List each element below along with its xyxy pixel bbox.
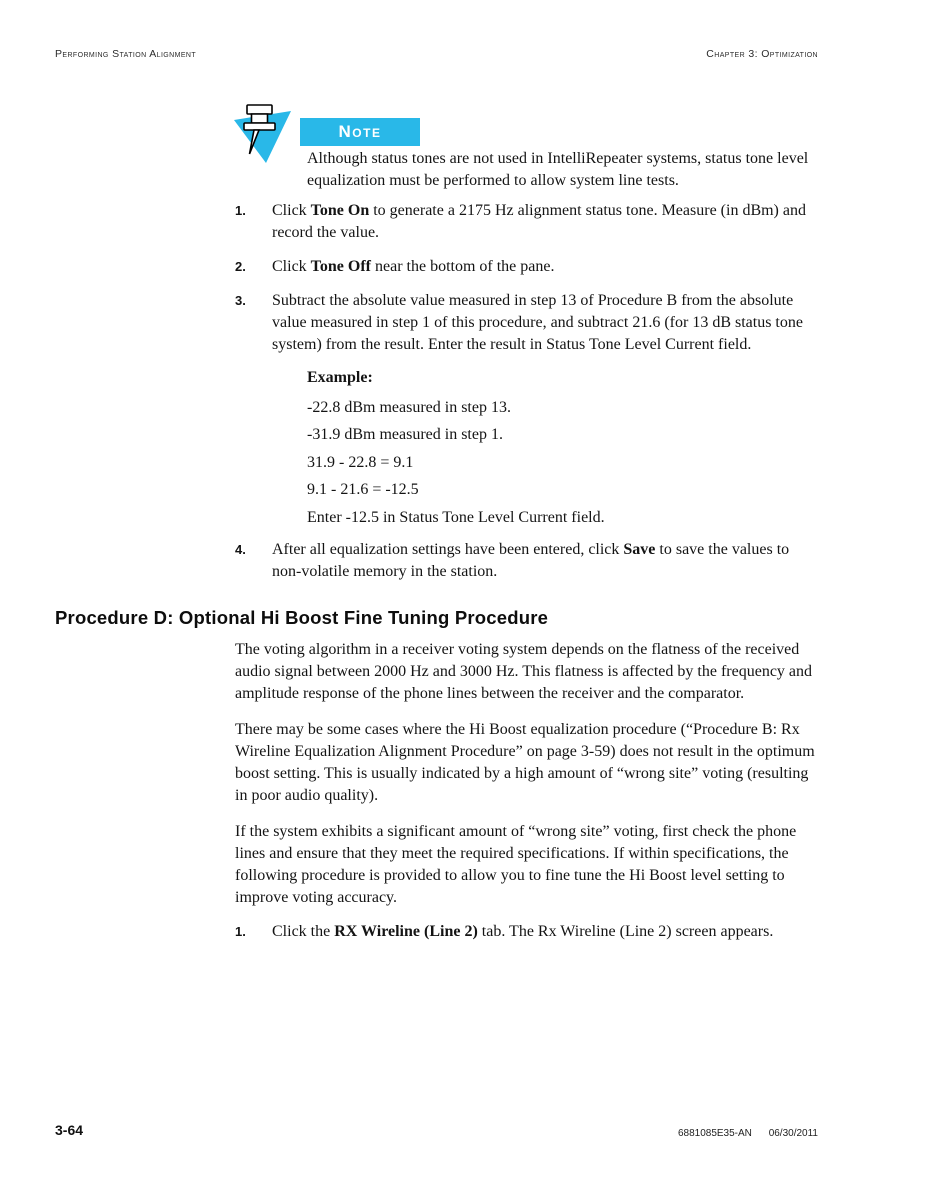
example-line: -22.8 dBm measured in step 13. [307,398,511,416]
note-banner-row [235,103,818,148]
step-text [272,539,818,583]
steps-list [235,200,818,583]
doc-date: 06/30/2011 [768,1128,818,1139]
step-item-1 [235,200,818,244]
note-block [235,103,818,192]
step-text-pre: Click [272,258,311,275]
step-text-bold: Save [623,540,656,558]
step-text-bold: RX Wireline (Line 2) [334,922,478,940]
step-text-post: to save the values to non-volatile memory in the station. [272,540,790,580]
pushpin-note-icon [231,103,293,170]
page-content [0,103,926,943]
step-text [272,256,818,278]
step-number: 4. [235,541,246,557]
step-text-pre: Click the [272,922,335,940]
section-heading: Procedure D: Optional Hi Boost Fine Tuning Procedure [55,606,549,628]
step-number: 1. [235,923,246,939]
paragraph: If the system exhibits a significant amount of “wrong site” voting, first check the phone lines and ensure that they meet the required specifications. If within specifications, the following procedure is provided to allow you to fine tune the Hi Boost level setting to improve voting accuracy. [235,822,797,906]
page-number: 3-64 [55,1122,84,1138]
step-item-4 [235,539,818,583]
step-text-pre: Click [272,202,311,219]
step-text-bold: Tone On [310,202,370,219]
header-right-chapter: Chapter 3: Optimization [706,48,818,60]
step-text [272,200,818,244]
step-number: 1. [235,203,246,218]
step-text-pre: Subtract the absolute value measured in step 13 of Procedure B from the absolute value measured in step 1 of this procedure, and subtract 21.6 (for 13 dB status tone system) from the result. Enter the result in Status Tone Level Current field. [272,292,803,353]
step-item-2 [235,256,818,278]
step-number: 3. [235,293,246,308]
header-left-title: Performing Station Alignment [55,48,197,60]
step-number: 2. [235,259,246,274]
example-block [307,367,818,527]
section-body [235,639,818,943]
step-text-post: near the bottom of the pane. [370,258,555,275]
step-text-post: tab. The Rx Wireline (Line 2) screen appears. [477,922,774,940]
example-line: 9.1 - 21.6 = -12.5 [307,481,419,498]
section-steps-list [235,921,818,943]
running-header [55,48,818,60]
step-text-bold: Tone Off [310,258,371,275]
paragraph: There may be some cases where the Hi Boost equalization procedure (“Procedure B: Rx Wireline Equalization Alignment Procedure” on page 3-59) does not result in the optimum boost setting. This is usually indicated by a high amount of “wrong site” voting (resulting in poor audio quality). [235,720,815,804]
step-item-1 [235,921,818,943]
step-text [272,290,818,527]
example-line: -31.9 dBm measured in step 1. [307,426,503,443]
example-line: 31.9 - 22.8 = 9.1 [307,453,414,471]
paragraph: The voting algorithm in a receiver voting system depends on the flatness of the received audio signal between 2000 Hz and 3000 Hz. This flatness is affected by the frequency and amplitude response of the phone lines between the receiver and the comparator. [235,640,813,702]
step-text [272,921,818,943]
step-text-pre: After all equalization settings have been entered, click [272,540,624,558]
step-text-post: to generate a 2175 Hz alignment status tone. Measure (in dBm) and record the value. [272,202,806,241]
doc-number: 6881085E35-AN [677,1128,752,1139]
note-text: Although status tones are not used in IntelliRepeater systems, status tone level equalization must be performed to allow system line tests. [307,150,809,189]
example-line: Enter -12.5 in Status Tone Level Current field. [307,508,605,526]
footer-doc-info [678,1128,818,1139]
example-label: Example: [307,369,373,386]
note-label-box: Note [300,118,420,146]
step-item-3 [235,290,818,527]
